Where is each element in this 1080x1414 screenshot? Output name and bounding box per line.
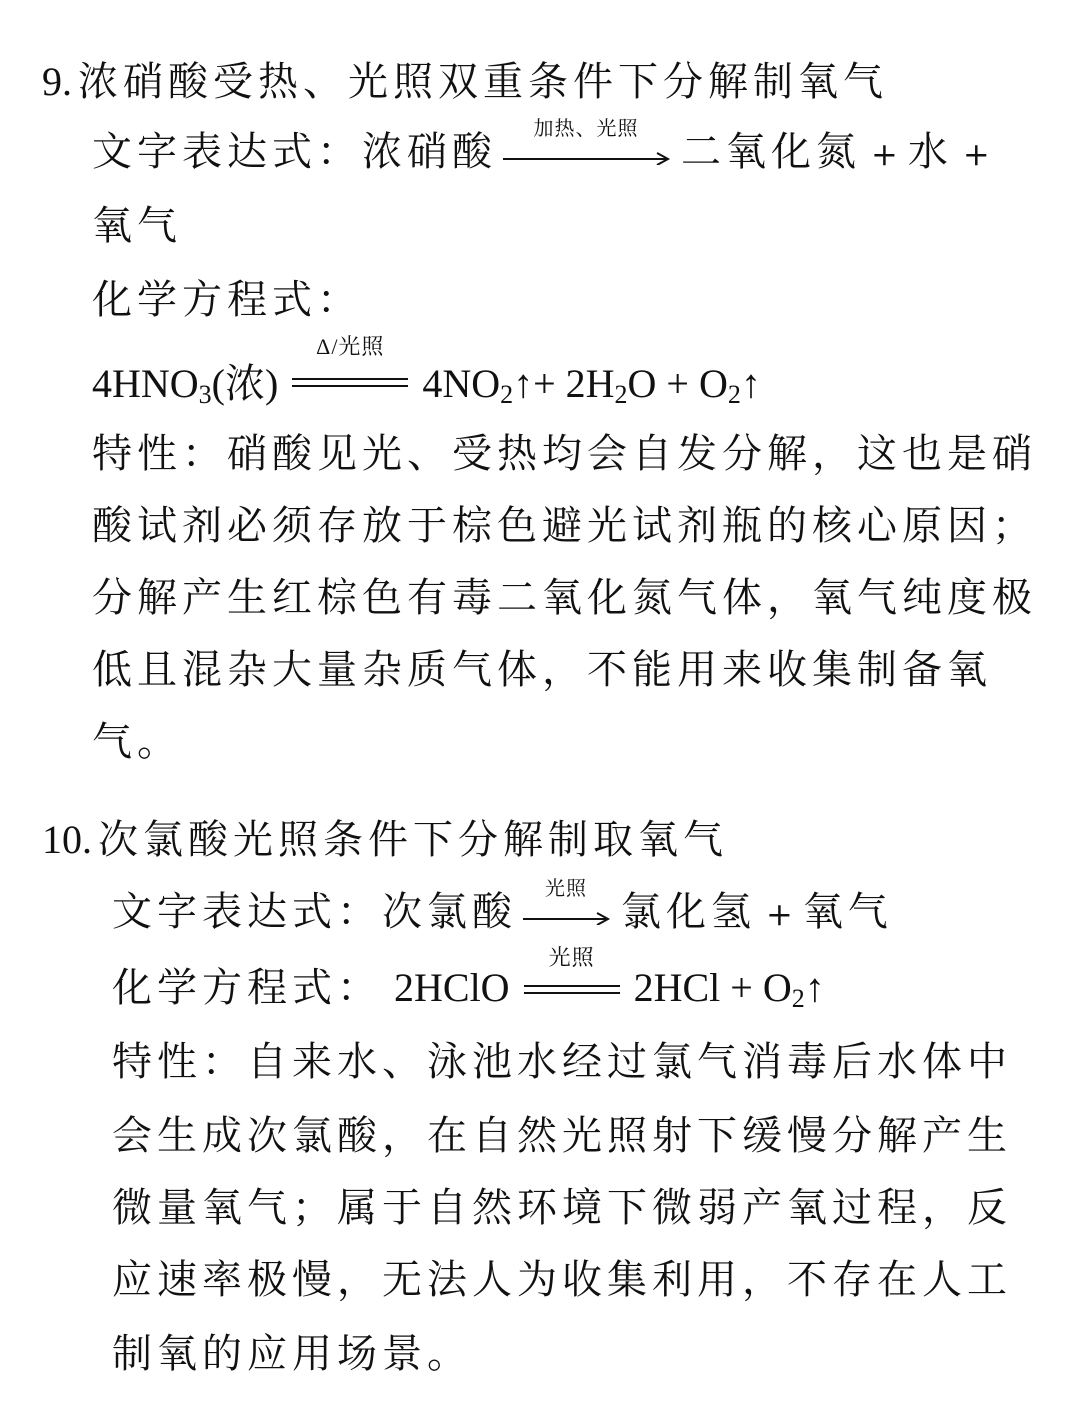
section-9-word-equation: [92, 116, 1000, 182]
equals-sign: [290, 334, 410, 397]
paragraph-line: 制氧的应用场景。: [112, 1331, 472, 1377]
subscript: 2: [727, 380, 741, 409]
section-10-heading: [42, 812, 728, 868]
plus-sign: +: [766, 895, 793, 933]
paragraph-line: 低且混杂大量杂质气体，不能用来收集制备氧: [92, 647, 992, 693]
subscript: 2: [500, 380, 514, 409]
double-line-icon: [522, 961, 622, 1001]
word-reactant: 浓硝酸: [362, 129, 497, 175]
section-9-word-equation-cont: [92, 198, 182, 254]
product-formula: 4NO: [422, 361, 501, 406]
reaction-condition: 加热、光照: [533, 116, 639, 140]
paragraph-line: 会生成次氯酸，在自然光照射下缓慢分解产生: [112, 1113, 1012, 1159]
product-formula: 2HCl + O: [633, 965, 792, 1010]
section-10-number: 10.: [42, 817, 92, 862]
plus-sign: +: [871, 135, 898, 173]
arrow-icon: [501, 125, 671, 165]
gas-arrow: ↑: [804, 965, 825, 1010]
double-line-icon: [290, 357, 410, 397]
paragraph-line: 特性：硝酸见光、受热均会自发分解，这也是硝: [92, 431, 1037, 477]
equation-condition: 光照: [548, 946, 595, 971]
product-formula: ↑+ 2H: [513, 361, 615, 406]
paragraph-line: 微量氧气；属于自然环境下微弱产氧过程，反: [112, 1185, 1012, 1231]
chemical-equation-label: 化学方程式：: [92, 277, 362, 323]
word-product-2: 氧气: [802, 889, 893, 935]
product-formula: O + O: [627, 361, 728, 406]
word-equation-label: 文字表达式：: [92, 129, 362, 175]
equation-condition: Δ/光照: [316, 334, 385, 359]
section-10-chemical-equation: [112, 946, 825, 1016]
reactant-formula: 4HNO: [92, 361, 199, 406]
subscript: 3: [198, 380, 212, 409]
reaction-condition: 光照: [545, 876, 587, 900]
subscript: 2: [614, 380, 628, 409]
plus-sign: +: [962, 135, 990, 173]
word-product-3: 氧气: [92, 203, 182, 249]
section-9-heading: [42, 54, 888, 110]
section-9-title: 浓硝酸受热、光照双重条件下分解制氧气: [78, 59, 888, 105]
word-equation-label: 文字表达式：: [112, 889, 382, 935]
word-product-2: 水: [907, 129, 953, 175]
paragraph-line: 分解产生红棕色有毒二氧化氮气体，氧气纯度极: [92, 575, 1037, 621]
chemical-equation-label: 化学方程式：: [112, 965, 382, 1011]
word-reactant: 次氯酸: [382, 889, 517, 935]
word-product-1: 氯化氢: [621, 889, 756, 935]
section-9-chemical-equation: [92, 334, 761, 412]
reactant-formula: 2HClO: [394, 965, 510, 1010]
paragraph-line: 气。: [92, 719, 182, 765]
reaction-arrow: [501, 116, 671, 165]
reaction-arrow: [521, 876, 611, 925]
gas-arrow: ↑: [740, 361, 761, 406]
subscript: 2: [791, 984, 805, 1013]
section-9-number: 9.: [42, 59, 72, 104]
paragraph-line: 酸试剂必须存放于棕色避光试剂瓶的核心原因；: [92, 503, 1037, 549]
section-10-word-equation: [112, 876, 893, 942]
reactant-note: (浓): [211, 361, 279, 406]
arrow-icon: [521, 885, 611, 925]
equals-sign: [522, 946, 622, 1001]
paragraph-line: 特性：自来水、泳池水经过氯气消毒后水体中: [112, 1039, 1012, 1085]
word-product-1: 二氧化氮: [681, 129, 861, 175]
section-10-title: 次氯酸光照条件下分解制取氧气: [98, 817, 728, 863]
paragraph-line: 应速率极慢，无法人为收集利用，不存在人工: [112, 1257, 1012, 1303]
section-9-equation-label: [92, 272, 362, 328]
